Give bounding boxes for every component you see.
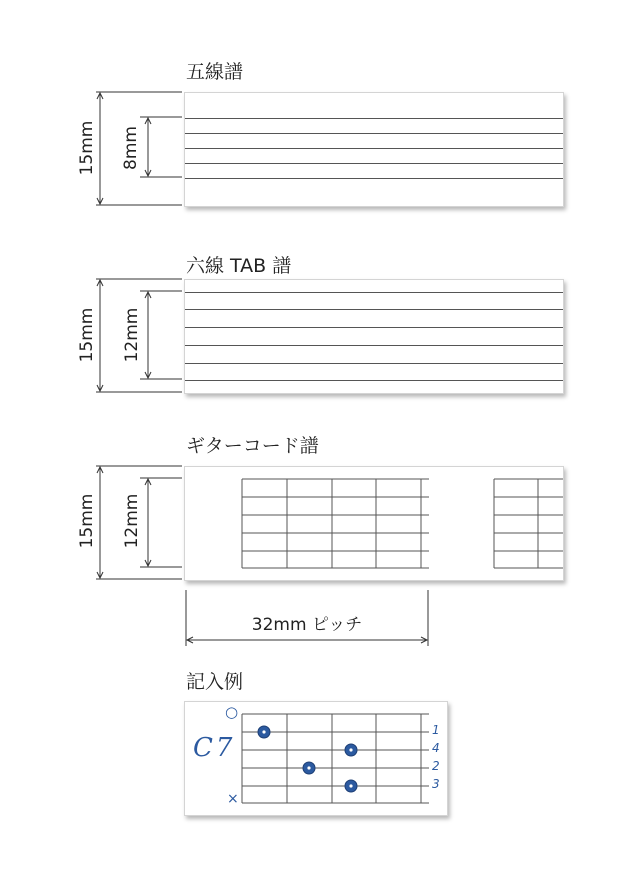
finger-number: 1 [432, 723, 440, 737]
total-height-label: 15mm [77, 120, 97, 176]
total-height-label: 15mm [77, 493, 97, 549]
total-height-label: 15mm [77, 307, 97, 363]
tab-staff-title: 六線 TAB 譜 [186, 255, 292, 277]
chord-name: C7 [193, 733, 236, 763]
finger-number: 4 [432, 741, 440, 755]
staff-height-label: 8mm [121, 126, 141, 170]
chord-staff-title: ギターコード譜 [186, 435, 319, 457]
example-card [184, 701, 448, 816]
mute-string-mark: × [227, 791, 239, 807]
example-title: 記入例 [186, 671, 244, 693]
staff-height-label: 12mm [122, 307, 142, 363]
staff-height-label: 12mm [122, 493, 142, 549]
finger-number: 3 [432, 777, 440, 791]
pitch-label: 32mm ピッチ [251, 615, 363, 635]
open-string-mark: ○ [225, 703, 239, 721]
finger-number: 2 [432, 759, 440, 773]
five-line-staff-title: 五線譜 [186, 61, 244, 83]
